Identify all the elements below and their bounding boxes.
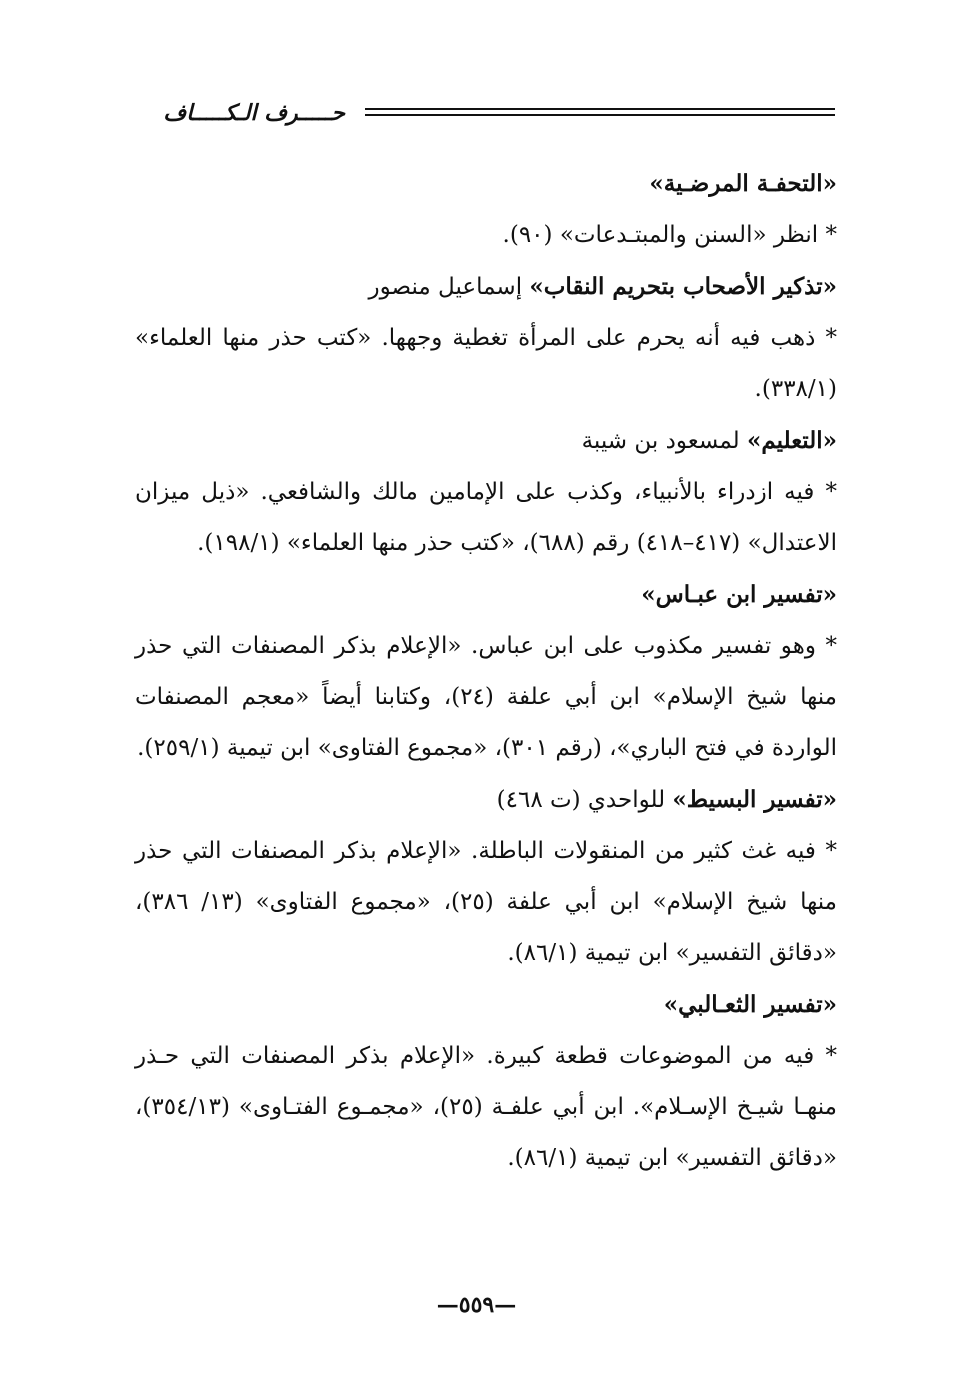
entry-book-title: «تفسير الثعـالبي»: [663, 991, 837, 1018]
entry-book-title: «التحفـة المرضـية»: [649, 170, 837, 197]
entry-author: للواحدي (ت ٤٦٨): [496, 787, 673, 813]
entry-title: [135, 979, 837, 1031]
page-number: —٥٥٩—: [436, 1292, 517, 1318]
entry-body: * ذهب فيه أنه يحرم على المرأة تغطية وجهها. «كتب حذر منها العلماء» (٣٣٨/١).: [135, 325, 837, 402]
running-header: [130, 96, 835, 136]
entry-book-title: «تفسير البسيط»: [672, 786, 837, 813]
entry-body: * فيه غث كثير من المنقولات الباطلة. «الإعلام بذكر المصنفات التي حذر منها شيخ الإسلام» ابن أبي علفة (٢٥)، «مجموع الفتاوى» (١٣/ ٣٨٦)، «دقائق التفسير» ابن تيمية (٨٦/١).: [135, 838, 837, 966]
header-title: حـــــرف الـكـــــاف: [163, 100, 345, 126]
entry-body: * فيه من الموضوعات قطعة كبيرة. «الإعلام بذكر المصنفات التي حـذر منهـا شيـخ الإسـلام». ابن أبي علفـة (٢٥)، «مجمـوع الفتـاوى» (٣٥٤/١٣)، «دقائق التفسير» ابن تيمية (٨٦/١).: [135, 1043, 837, 1171]
entry-title: [135, 774, 837, 826]
entry-body: * انظر «السنن والمبتـدعات» (٩٠).: [502, 222, 837, 248]
entry-title: [135, 569, 837, 621]
entry-book-title: «تذكير الأصحاب بتحريم النقاب»: [529, 273, 837, 300]
entry-title: [135, 158, 837, 210]
header-rule-line: [365, 114, 835, 116]
entry-author: لمسعود بن شيبة: [581, 428, 747, 454]
entry-title: [135, 261, 837, 313]
entry-book-title: «التعليم»: [746, 427, 837, 454]
header-rule-line: [365, 108, 835, 110]
entry-body: * فيه ازدراء بالأنبياء، وكذب على الإمامين مالك والشافعي. «ذيل ميزان الاعتدال» (٤١٧–٤١٨) رقم (٦٨٨)، «كتب حذر منها العلماء» (١٩٨/١).: [135, 479, 837, 556]
entry-body: * وهو تفسير مكذوب على ابن عباس. «الإعلام بذكر المصنفات التي حذر منها شيخ الإسلام» ابن أبي علفة (٢٤)، وكتابنا أيضاً «معجم المصنفات الواردة في فتح الباري»، (رقم ٣٠١)، «مجموع الفتاوى» ابن تيمية (٢٥٩/١).: [135, 633, 837, 761]
entry-author: إسماعيل منصور: [368, 274, 530, 300]
entry-title: [135, 415, 837, 467]
page-content: [135, 158, 837, 1184]
entry-book-title: «تفسير ابن عبـاس»: [641, 581, 837, 608]
header-double-rule: [365, 108, 835, 117]
